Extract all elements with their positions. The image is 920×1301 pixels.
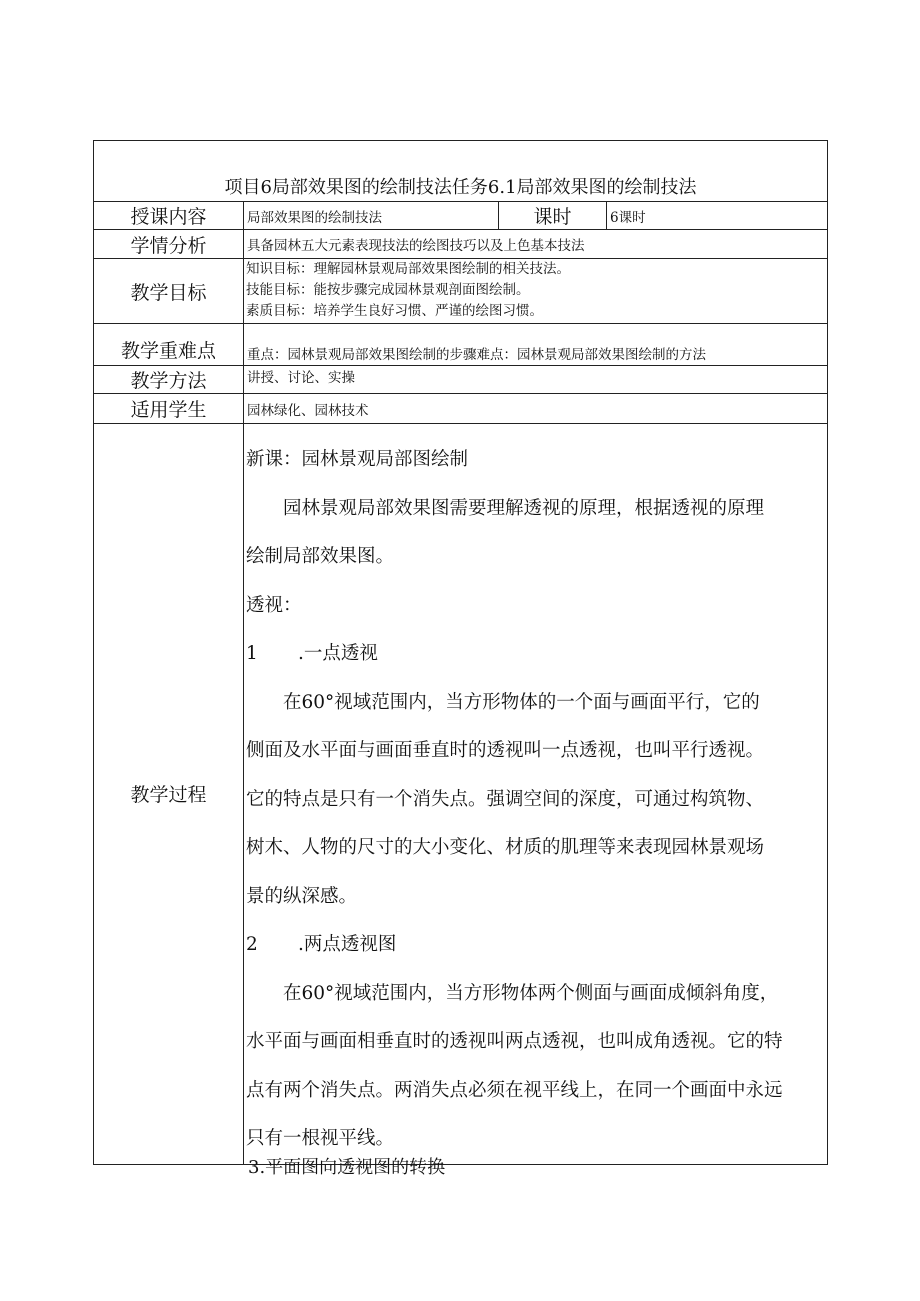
content-label: 授课内容 xyxy=(94,202,244,230)
analysis-label: 学情分析 xyxy=(94,230,244,259)
process-content xyxy=(244,424,828,1165)
process-label: 教学过程 xyxy=(94,424,244,1165)
goals-row xyxy=(94,259,828,324)
process-row xyxy=(94,424,828,1165)
content-value: 局部效果图的绘制技法 xyxy=(244,202,499,230)
item1-line-3: 它的特点是只有一个消失点。强调空间的深度，可通过构筑物、 xyxy=(246,788,765,810)
hours-value: 6课时 xyxy=(607,202,828,230)
goals-label: 教学目标 xyxy=(94,259,244,324)
item2-line-3: 点有两个消失点。两消失点必须在视平线上，在同一个画面中永远 xyxy=(246,1079,783,1101)
item2-number: 2 xyxy=(246,934,258,955)
difficulty-label: 教学重难点 xyxy=(94,324,244,366)
item1-line-5: 景的纵深感。 xyxy=(246,885,358,907)
document-title: 项目6局部效果图的绘制技法任务6.1局部效果图的绘制技法 xyxy=(94,141,828,202)
item1-line-1: 在60°视域范围内，当方形物体的一个面与画面平行，它的 xyxy=(283,691,760,713)
method-row xyxy=(94,366,828,394)
goal-quality: 素质目标：培养学生良好习惯、严谨的绘图习惯。 xyxy=(246,303,543,319)
new-lesson-heading: 新课：园林景观局部图绘制 xyxy=(246,449,469,470)
goals-list xyxy=(244,259,828,324)
method-label: 教学方法 xyxy=(94,366,244,394)
title-row xyxy=(94,141,828,202)
perspective-heading: 透视： xyxy=(246,594,302,616)
content-row xyxy=(94,202,828,230)
item1-number: 1 xyxy=(246,643,258,664)
item1-heading xyxy=(246,630,819,679)
students-label: 适用学生 xyxy=(94,394,244,424)
goal-skill: 技能目标：能按步骤完成园林景观剖面图绘制。 xyxy=(246,282,530,298)
method-value: 讲授、讨论、实操 xyxy=(244,366,828,394)
hours-label: 课时 xyxy=(499,202,607,230)
item2-title: .两点透视图 xyxy=(298,934,397,955)
item1-line-2: 侧面及水平面与画面垂直时的透视叫一点透视，也叫平行透视。 xyxy=(246,740,765,761)
item2-line-2: 水平面与画面相垂直时的透视叫两点透视，也叫成角透视。它的特 xyxy=(246,1031,783,1052)
analysis-value: 具备园林五大元素表现技法的绘图技巧以及上色基本技法 xyxy=(244,230,828,259)
lesson-plan-table xyxy=(93,140,828,1165)
item2-heading xyxy=(246,921,819,970)
students-value: 园林绿化、园林技术 xyxy=(244,394,828,424)
intro-line-1: 园林景观局部效果图需要理解透视的原理，根据透视的原理 xyxy=(283,497,765,519)
item1-title: .一点透视 xyxy=(298,643,378,664)
analysis-row xyxy=(94,230,828,259)
section-3-heading: 3.平面图向透视图的转换 xyxy=(248,1157,446,1178)
intro-line-2: 绘制局部效果图。 xyxy=(246,546,395,567)
item2-line-1: 在60°视域范围内，当方形物体两个侧面与画面成倾斜角度， xyxy=(283,982,779,1004)
item1-line-4: 树木、人物的尺寸的大小变化、材质的肌理等来表现园林景观场 xyxy=(246,837,765,858)
item2-line-4: 只有一根视平线。 xyxy=(246,1128,395,1149)
difficulty-row xyxy=(94,324,828,366)
goal-knowledge: 知识目标：理解园林景观局部效果图绘制的相关技法。 xyxy=(246,261,570,277)
students-row xyxy=(94,394,828,424)
difficulty-value: 重点：园林景观局部效果图绘制的步骤难点：园林景观局部效果图绘制的方法 xyxy=(244,324,828,366)
